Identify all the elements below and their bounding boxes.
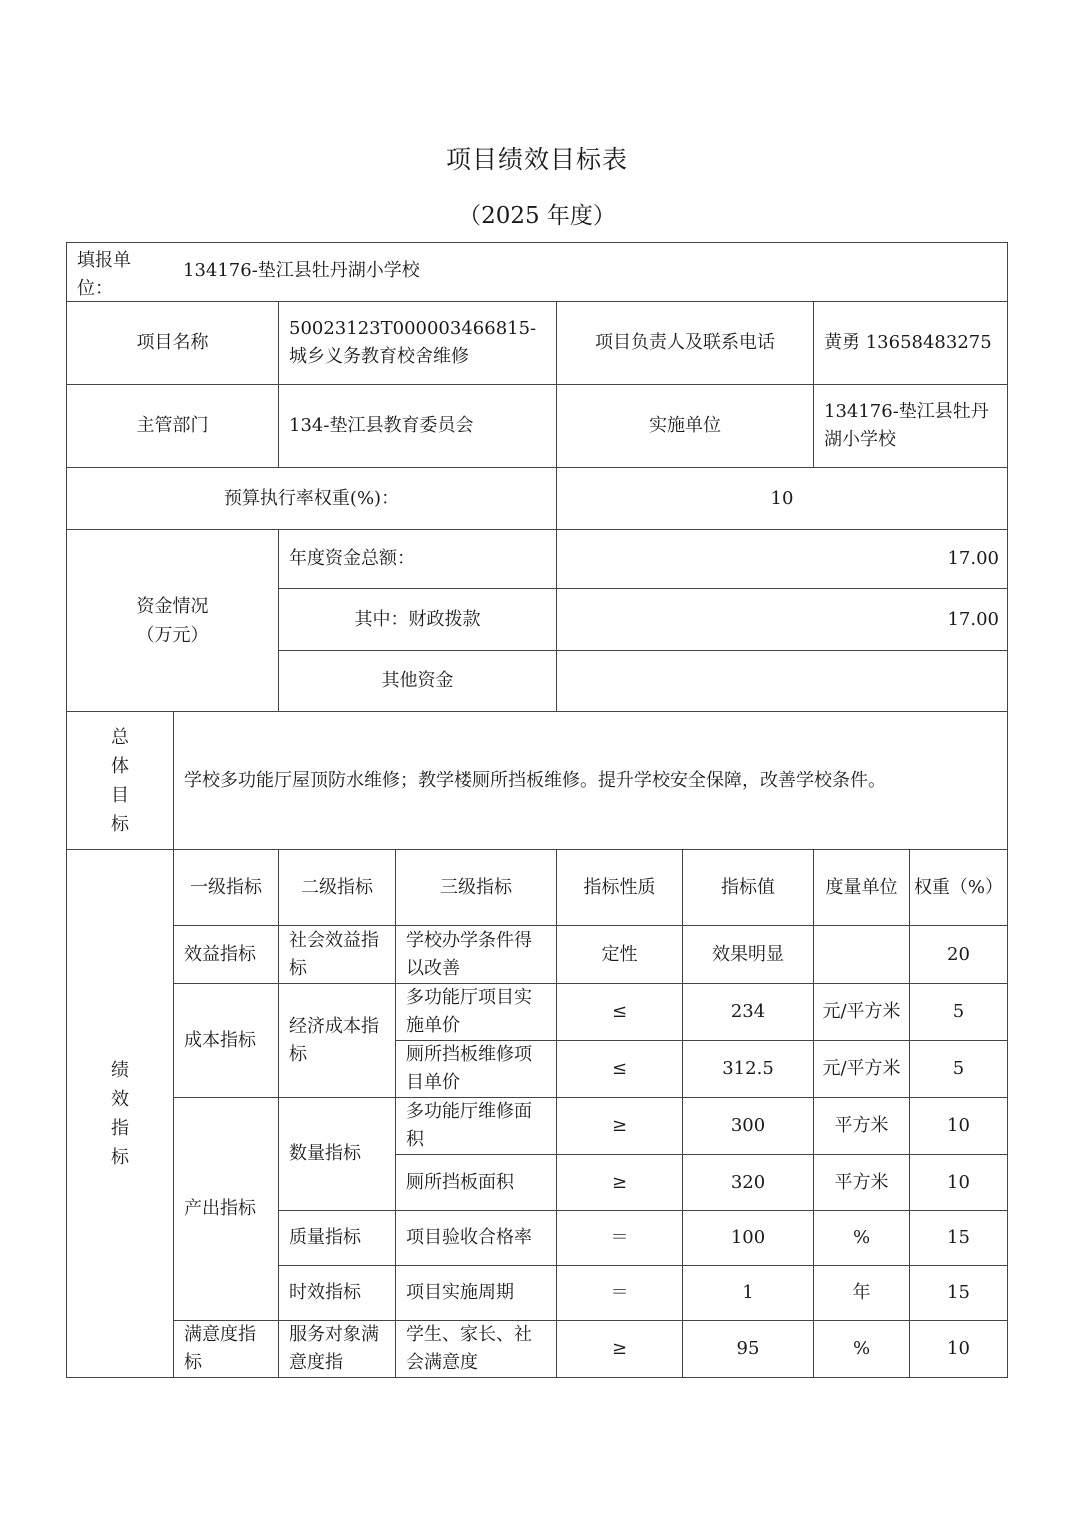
- funds-fiscal-label: 其中：财政拨款: [279, 589, 557, 651]
- row-weight: 10: [947, 1338, 970, 1359]
- row-level3: 多功能厅维修面积: [396, 1098, 557, 1155]
- header-weight: 权重（%）: [910, 850, 1007, 926]
- unit-label: 填报单位：: [77, 250, 131, 299]
- row-level3: 项目实施周期: [396, 1266, 557, 1321]
- goal-label: [67, 712, 174, 850]
- header-level2: 二级指标: [279, 850, 396, 926]
- page-title: 项目绩效目标表: [445, 145, 628, 174]
- level2-economic: 经济成本指标: [279, 984, 396, 1098]
- level1-cost: 成本指标: [174, 984, 279, 1098]
- header-value: 指标值: [683, 850, 814, 926]
- contact-value: 黄勇 13658483275: [814, 302, 1007, 385]
- indicators-label-char: 效: [111, 1088, 129, 1110]
- funds-label-line2: （万元）: [136, 624, 209, 646]
- level2-social: 社会效益指标: [279, 926, 396, 984]
- goal-text: 学校多功能厅屋顶防水维修；教学楼厕所挡板维修。提升学校安全保障，改善学校条件。: [174, 712, 1007, 850]
- header-unit: 度量单位: [814, 850, 910, 926]
- unit-value: 134176-垫江县牡丹湖小学校: [183, 260, 420, 281]
- row-weight: 20: [910, 926, 1007, 984]
- page-subtitle: （2025 年度）: [458, 203, 616, 229]
- row-nature: ≥: [557, 1155, 683, 1211]
- row-unit: 平方米: [814, 1098, 910, 1155]
- performance-table: [66, 242, 1008, 1378]
- row-value: 95: [683, 1321, 814, 1377]
- indicators-label-char: 指: [111, 1117, 129, 1139]
- row-nature: 定性: [557, 926, 683, 984]
- row-unit: %: [814, 1211, 910, 1266]
- dept-label: 主管部门: [67, 385, 279, 468]
- row-weight: 5: [910, 984, 1007, 1041]
- budget-rate-value: 10: [557, 468, 1007, 530]
- row-nature: ＝: [557, 1211, 683, 1266]
- row-value: 100: [683, 1211, 814, 1266]
- level1-satisfaction: 满意度指标: [174, 1321, 279, 1377]
- indicators-label: [67, 850, 174, 1377]
- header-nature: 指标性质: [557, 850, 683, 926]
- level1-output: 产出指标: [174, 1098, 279, 1321]
- row-unit: 平方米: [814, 1155, 910, 1211]
- contact-label: 项目负责人及联系电话: [557, 302, 814, 385]
- funds-fiscal-value: 17.00: [557, 589, 1007, 651]
- budget-rate-label: 预算执行率权重(%)：: [67, 468, 557, 530]
- funds-total-label: 年度资金总额：: [279, 530, 557, 589]
- row-unit: %: [814, 1321, 910, 1377]
- row-nature: ＝: [557, 1266, 683, 1321]
- funds-other-label: 其他资金: [279, 651, 557, 712]
- row-level3: 厕所挡板维修项目单价: [396, 1041, 557, 1098]
- row-level3: 学生、家长、社会满意度: [396, 1321, 557, 1377]
- row-value: 312.5: [683, 1041, 814, 1098]
- indicators-label-char: 绩: [111, 1059, 129, 1081]
- row-level3: 项目验收合格率: [396, 1211, 557, 1266]
- row-value: 234: [683, 984, 814, 1041]
- row-weight: 10: [910, 1155, 1007, 1211]
- level2-quality: 质量指标: [279, 1211, 396, 1266]
- row-value: 320: [683, 1155, 814, 1211]
- row-value: 300: [683, 1098, 814, 1155]
- funds-other-value: [557, 651, 1007, 712]
- row-weight: 5: [910, 1041, 1007, 1098]
- row-level3: 学校办学条件得以改善: [396, 926, 557, 984]
- funds-total-value: 17.00: [557, 530, 1007, 589]
- row-value: 效果明显: [683, 926, 814, 984]
- row-unit: [814, 926, 910, 984]
- impl-label: 实施单位: [557, 385, 814, 468]
- row-weight: 15: [910, 1211, 1007, 1266]
- row-nature: ≤: [557, 984, 683, 1041]
- goal-label-char: 体: [111, 755, 129, 777]
- row-nature: ≤: [557, 1041, 683, 1098]
- row-unit: 元/平方米: [814, 984, 910, 1041]
- dept-value: 134-垫江县教育委员会: [279, 385, 557, 468]
- header-level3: 三级指标: [396, 850, 557, 926]
- indicators-label-char: 标: [111, 1146, 129, 1168]
- row-nature: ≥: [557, 1321, 683, 1377]
- project-name-value: 50023123T000003466815-城乡义务教育校舍维修: [279, 302, 557, 385]
- level2-timeliness: 时效指标: [279, 1266, 396, 1321]
- row-weight: 15: [910, 1266, 1007, 1321]
- row-unit: 年: [814, 1266, 910, 1321]
- goal-label-char: 标: [111, 813, 129, 835]
- level2-service: 服务对象满意度指: [279, 1321, 396, 1377]
- row-value: 1: [683, 1266, 814, 1321]
- row-weight: 10: [910, 1098, 1007, 1155]
- level2-quantity: 数量指标: [279, 1098, 396, 1211]
- header-level1: 一级指标: [174, 850, 279, 926]
- level1-benefit: 效益指标: [174, 926, 279, 984]
- impl-value: 134176-垫江县牡丹湖小学校: [814, 385, 1007, 468]
- goal-label-char: 总: [111, 726, 129, 748]
- funds-label-line1: 资金情况: [136, 595, 209, 617]
- row-level3: 厕所挡板面积: [396, 1155, 557, 1211]
- goal-label-char: 目: [111, 784, 129, 806]
- row-level3: 多功能厅项目实施单价: [396, 984, 557, 1041]
- funds-label: [67, 530, 279, 712]
- project-name-label: 项目名称: [67, 302, 279, 385]
- row-nature: ≥: [557, 1098, 683, 1155]
- row-unit: 元/平方米: [814, 1041, 910, 1098]
